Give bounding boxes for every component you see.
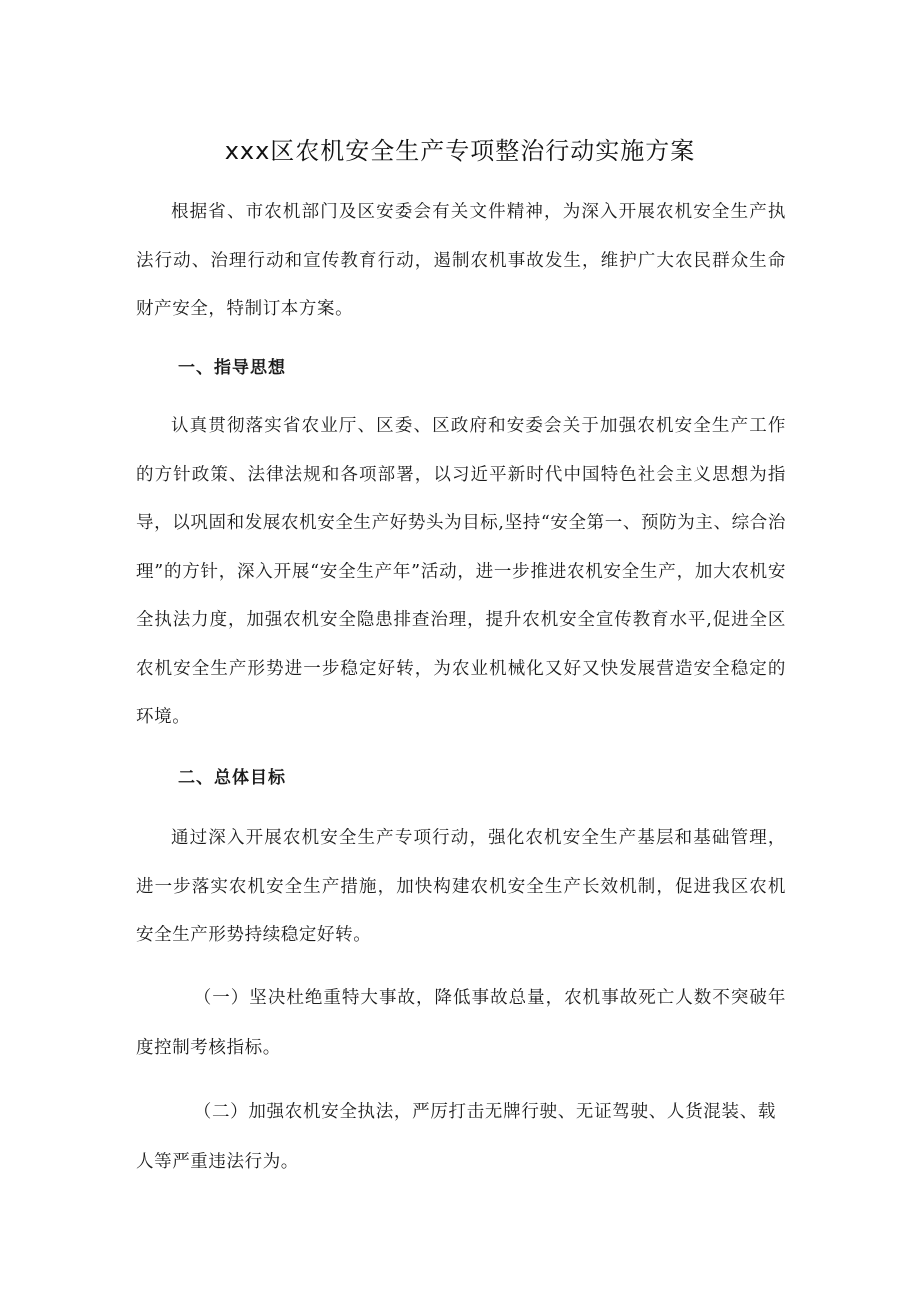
section-heading-guiding-ideology: 一、指导思想 (178, 358, 286, 378)
intro-paragraph: 根据省、市农机部门及区安委会有关文件精神，为深入开展农机安全生产执法行动、治理行动和宣传教育行动，遏制农机事故发生，维护广大农民群众生命财产安全，特制订本方案。 (136, 202, 786, 319)
section-body-guiding-ideology: 认真贯彻落实省农业厅、区委、区政府和安委会关于加强农机安全生产工作的方针政策、法律法规和各项部署，以习近平新时代中国特色社会主义思想为指导，以巩固和发展农机安全生产好势头为目标,坚持“安全第一、预防为主、综合治理”的方针，深入开展“安全生产年”活动，进一步推进农机安全生产，加大农机安全执法力度，加强农机安全隐患排查治理，提升农机安全宣传教育水平,促进全区农机安全生产形势进一步稳定好转，为农业机械化又好又快发展营造安全稳定的环境。 (136, 416, 786, 727)
goal-item-1: （一）坚决杜绝重特大事故，降低事故总量，农机事故死亡人数不突破年度控制考核指标。 (136, 988, 786, 1058)
section-heading-overall-goals: 二、总体目标 (178, 768, 286, 788)
goal-item-2: （二）加强农机安全执法，严厉打击无牌行驶、无证驾驶、人货混装、载人等严重违法行为。 (136, 1102, 776, 1172)
section-body-overall-goals: 通过深入开展农机安全生产专项行动，强化农机安全生产基层和基础管理，进一步落实农机安全生产措施，加快构建农机安全生产长效机制，促进我区农机安全生产形势持续稳定好转。 (136, 828, 786, 945)
document-title: xxx区农机安全生产专项整治行动实施方案 (224, 137, 696, 165)
